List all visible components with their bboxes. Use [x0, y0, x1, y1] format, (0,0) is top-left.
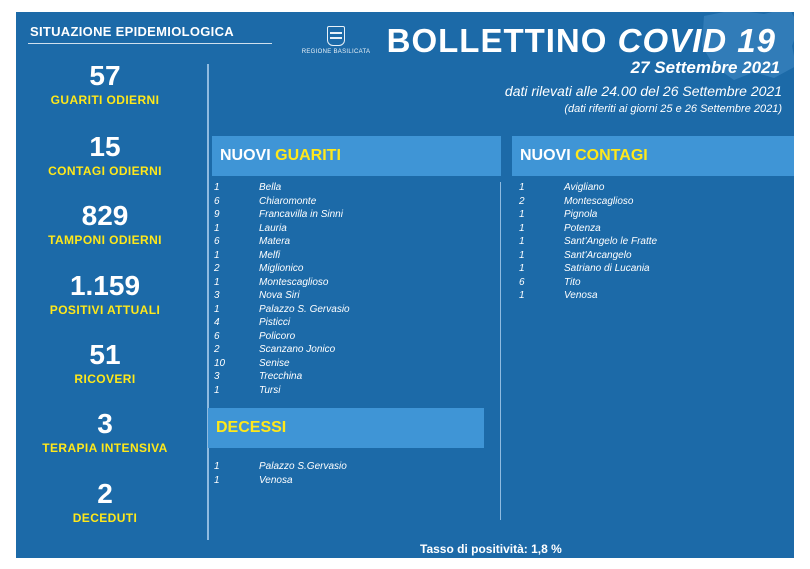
item-place: Bella: [259, 182, 282, 193]
list-item: [214, 474, 347, 488]
list-item: [214, 460, 347, 474]
list-item: [214, 262, 350, 276]
item-place: Lauria: [259, 222, 287, 234]
item-count: 1: [519, 290, 525, 301]
stat-value: 57: [89, 60, 121, 91]
list-item: [214, 384, 350, 398]
title-underline: [28, 43, 272, 44]
list-item: [214, 343, 350, 357]
contagi-header: [512, 136, 794, 176]
stat-ricoveri: [16, 340, 194, 386]
stat-value: 1.159: [69, 270, 141, 301]
item-count: 4: [214, 317, 220, 328]
bulletin-board: [16, 12, 794, 558]
stat-tamponi: [16, 201, 194, 247]
item-place: Nova Siri: [259, 290, 300, 301]
item-count: 1: [519, 249, 525, 261]
list-item: [519, 195, 657, 209]
item-count: 10: [214, 357, 226, 369]
item-place: Venosa: [564, 290, 598, 301]
list-item: [519, 235, 657, 249]
stat-deceduti: [16, 479, 194, 525]
item-place: Senise: [259, 357, 290, 369]
stat-terapia: [16, 409, 194, 455]
list-item: [519, 222, 657, 236]
item-place: Policoro: [259, 330, 296, 342]
item-count: 2: [214, 263, 220, 274]
guariti-highlight: GUARITI: [275, 147, 341, 164]
stat-label: DECEDUTI: [72, 511, 138, 525]
region-logo: [286, 26, 386, 55]
decessi-title: DECESSI: [216, 419, 287, 436]
item-count: 6: [214, 330, 220, 342]
item-count: 1: [519, 182, 525, 193]
bulletin-subtitle: dati rilevati alle 24.00 del 26 Settembre 2021: [504, 83, 782, 99]
tasso-positivita: Tasso di positività: 1,8 %: [420, 542, 562, 556]
stat-label: RICOVERI: [74, 372, 136, 386]
list-item: [214, 289, 350, 303]
title-main: BOLLETTINO: [386, 22, 618, 59]
item-count: 1: [214, 249, 220, 261]
stat-contagi: [16, 132, 194, 178]
item-place: Potenza: [564, 222, 601, 234]
list-item: [214, 276, 350, 290]
item-place: Melfi: [259, 249, 281, 261]
region-logo-text: REGIONE BASILICATA: [301, 49, 371, 55]
item-place: Francavilla in Sinni: [259, 209, 343, 220]
item-place: Venosa: [259, 474, 293, 486]
item-count: 6: [214, 195, 220, 207]
item-place: Sant'Arcangelo: [564, 249, 632, 261]
guariti-prefix: NUOVI: [220, 147, 276, 164]
decessi-list: [214, 460, 347, 487]
item-place: Pisticci: [259, 317, 291, 328]
item-place: Scanzano Jonico: [259, 344, 336, 355]
item-count: 1: [519, 236, 525, 247]
item-count: 1: [214, 222, 220, 234]
bulletin-date: 27 Settembre 2021: [630, 58, 780, 77]
item-count: 9: [214, 209, 220, 220]
item-count: 1: [214, 276, 220, 288]
contagi-list: [519, 181, 657, 303]
item-place: Montescaglioso: [259, 276, 329, 288]
left-divider: [207, 64, 209, 540]
list-item: [214, 222, 350, 236]
list-item: [519, 262, 657, 276]
item-place: Palazzo S. Gervasio: [259, 303, 350, 315]
item-count: 6: [214, 236, 220, 247]
stat-value: 51: [89, 339, 121, 370]
item-place: Trecchina: [259, 371, 303, 382]
guariti-list: [214, 181, 350, 397]
list-item: [214, 208, 350, 222]
item-place: Tursi: [259, 384, 281, 396]
item-count: 3: [214, 371, 220, 382]
stat-label: TAMPONI ODIERNI: [48, 233, 162, 247]
item-place: Avigliano: [564, 182, 605, 193]
stat-value: 15: [89, 131, 121, 162]
item-place: Tito: [564, 276, 581, 288]
list-item: [214, 195, 350, 209]
list-item: [519, 208, 657, 222]
item-place: Miglionico: [259, 263, 304, 274]
item-place: Chiaromonte: [259, 195, 317, 207]
list-item: [214, 330, 350, 344]
stat-value: 829: [81, 200, 129, 231]
item-place: Matera: [259, 236, 291, 247]
decessi-header: [208, 408, 484, 448]
item-place: Sant'Angelo le Fratte: [564, 236, 658, 247]
middle-divider: [500, 182, 501, 520]
list-item: [214, 370, 350, 384]
list-item: [214, 316, 350, 330]
list-item: [214, 249, 350, 263]
item-count: 2: [214, 344, 220, 355]
item-count: 1: [519, 222, 525, 234]
list-item: [214, 357, 350, 371]
item-count: 1: [214, 303, 220, 315]
title-covid: COVID 19: [617, 22, 776, 59]
list-item: [519, 181, 657, 195]
item-place: Palazzo S.Gervasio: [259, 461, 347, 472]
bulletin-subtitle-2: (dati riferiti ai giorni 25 e 26 Settembre 2021): [564, 103, 782, 115]
list-item: [519, 276, 657, 290]
item-count: 6: [519, 276, 525, 288]
item-count: 1: [214, 182, 220, 193]
item-count: 3: [214, 290, 220, 301]
item-count: 1: [214, 461, 220, 472]
stat-label: TERAPIA INTENSIVA: [42, 441, 168, 455]
list-item: [214, 235, 350, 249]
item-place: Montescaglioso: [564, 195, 634, 207]
list-item: [519, 249, 657, 263]
guariti-header: [212, 136, 501, 176]
stat-value: 2: [97, 478, 113, 509]
item-place: Pignola: [564, 209, 598, 220]
region-shield-icon: [327, 26, 345, 46]
stat-label: CONTAGI ODIERNI: [48, 164, 162, 178]
stat-label: GUARITI ODIERNI: [50, 93, 160, 107]
stat-positivi: [16, 271, 194, 317]
item-count: 1: [214, 384, 220, 396]
contagi-prefix: NUOVI: [520, 147, 576, 164]
item-place: Satriano di Lucania: [564, 263, 650, 274]
item-count: 1: [519, 263, 525, 274]
list-item: [519, 289, 657, 303]
item-count: 2: [519, 195, 525, 207]
list-item: [214, 303, 350, 317]
stat-guariti: [16, 61, 194, 107]
item-count: 1: [519, 209, 525, 220]
stat-label: POSITIVI ATTUALI: [49, 303, 161, 317]
item-count: 1: [214, 474, 220, 486]
situazione-title: SITUAZIONE EPIDEMIOLOGICA: [30, 24, 234, 39]
list-item: [214, 181, 350, 195]
stat-value: 3: [97, 408, 113, 439]
bulletin-title: [387, 22, 776, 60]
contagi-highlight: CONTAGI: [575, 147, 648, 164]
